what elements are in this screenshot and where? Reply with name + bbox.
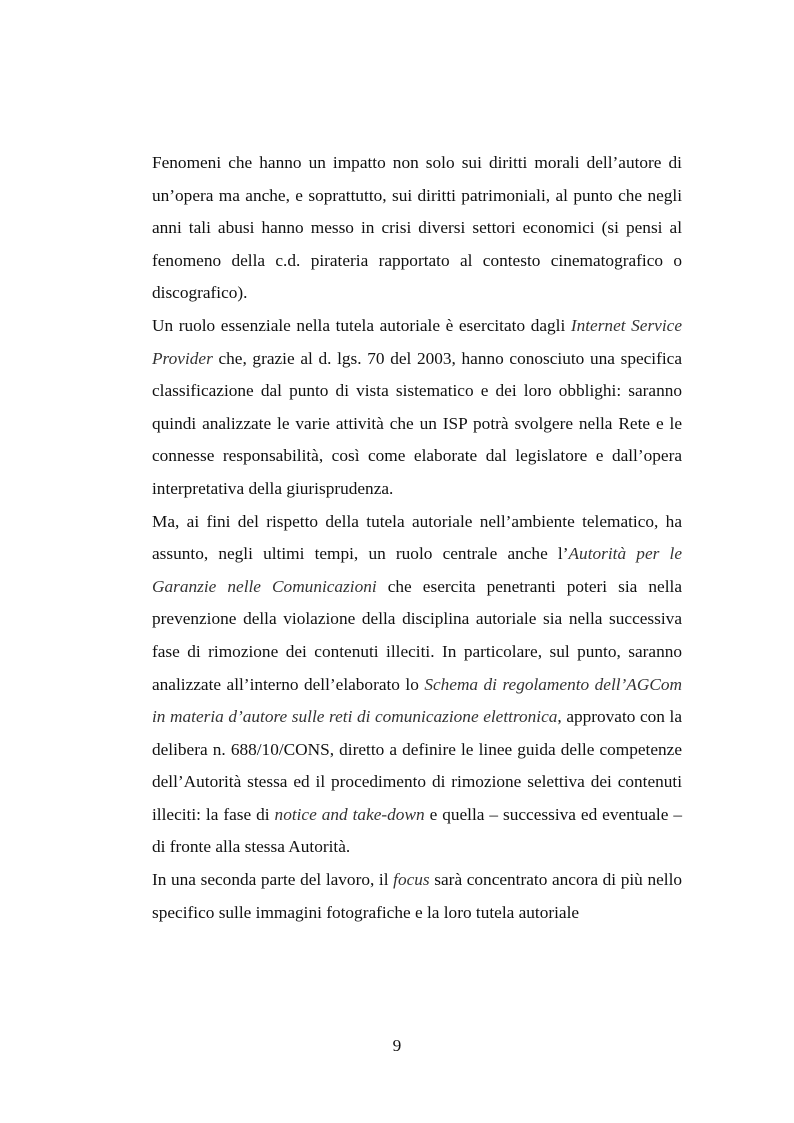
- text-segment: Ma, ai fini del rispetto della tutela autoriale nell’ambiente telematico, ha assunto, negli ultimi tempi, un ruolo centrale anche l’: [152, 511, 682, 564]
- paragraph-1: [152, 147, 682, 310]
- paragraph-2: [152, 310, 682, 506]
- body-text: [152, 147, 682, 929]
- text-segment: Un ruolo essenziale nella tutela autoriale è esercitato dagli: [152, 315, 571, 335]
- text-segment: Fenomeni che hanno un impatto non solo sui diritti morali dell’autore di un’opera ma anche, e soprattutto, sui diritti patrimoniali, al punto che negli anni tali abusi hanno messo in crisi diversi settori economici (si pensi al fenomeno della c.d. pirateria rapportato al contesto cinematografico o discografico).: [152, 153, 682, 303]
- text-segment: sarà concentrato ancora di più nello specifico sulle immagini fotografiche e la loro tutela autoriale: [152, 870, 683, 922]
- paragraph-3: [152, 506, 682, 865]
- text-segment: che, grazie al d. lgs. 70 del 2003, hanno conosciuto una specifica classificazione dal punto di vista sistematico e dei loro obblighi: saranno quindi analizzate le varie attività che un ISP potrà svolgere nella Rete e le connesse responsabilità, così come elaborate dal legislatore e dall’opera interpretativa della giurisprudenza.: [152, 348, 682, 498]
- italic-term: notice and take-down: [274, 804, 425, 824]
- text-segment: In una seconda parte del lavoro, il: [152, 870, 394, 890]
- text-segment: e quella – successiva ed eventuale – di fronte alla stessa Autorità.: [152, 804, 682, 857]
- paragraph-4: [152, 864, 682, 929]
- text-segment: che esercita penetranti poteri sia nella prevenzione della violazione della disciplina autoriale sia nella successiva fase di rimozione dei contenuti illeciti. In particolare, sul punto, saranno analizzate all’interno dell’elaborato lo: [152, 576, 682, 694]
- italic-term: Autorità per le Garanzie nelle Comunicazioni: [152, 544, 682, 596]
- italic-term: focus: [393, 870, 430, 890]
- italic-term: Schema di regolamento dell’AGCom in materia d’autore sulle reti di comunicazione elettronica: [152, 674, 682, 727]
- text-segment: , approvato con la delibera n. 688/10/CONS, diretto a definire le linee guida delle competenze dell’Autorità stessa ed il procedimento di rimozione selettiva dei contenuti illeciti: la fase di: [152, 707, 682, 824]
- page-number: 9: [392, 1036, 402, 1055]
- italic-term: Internet Service Provider: [152, 315, 682, 368]
